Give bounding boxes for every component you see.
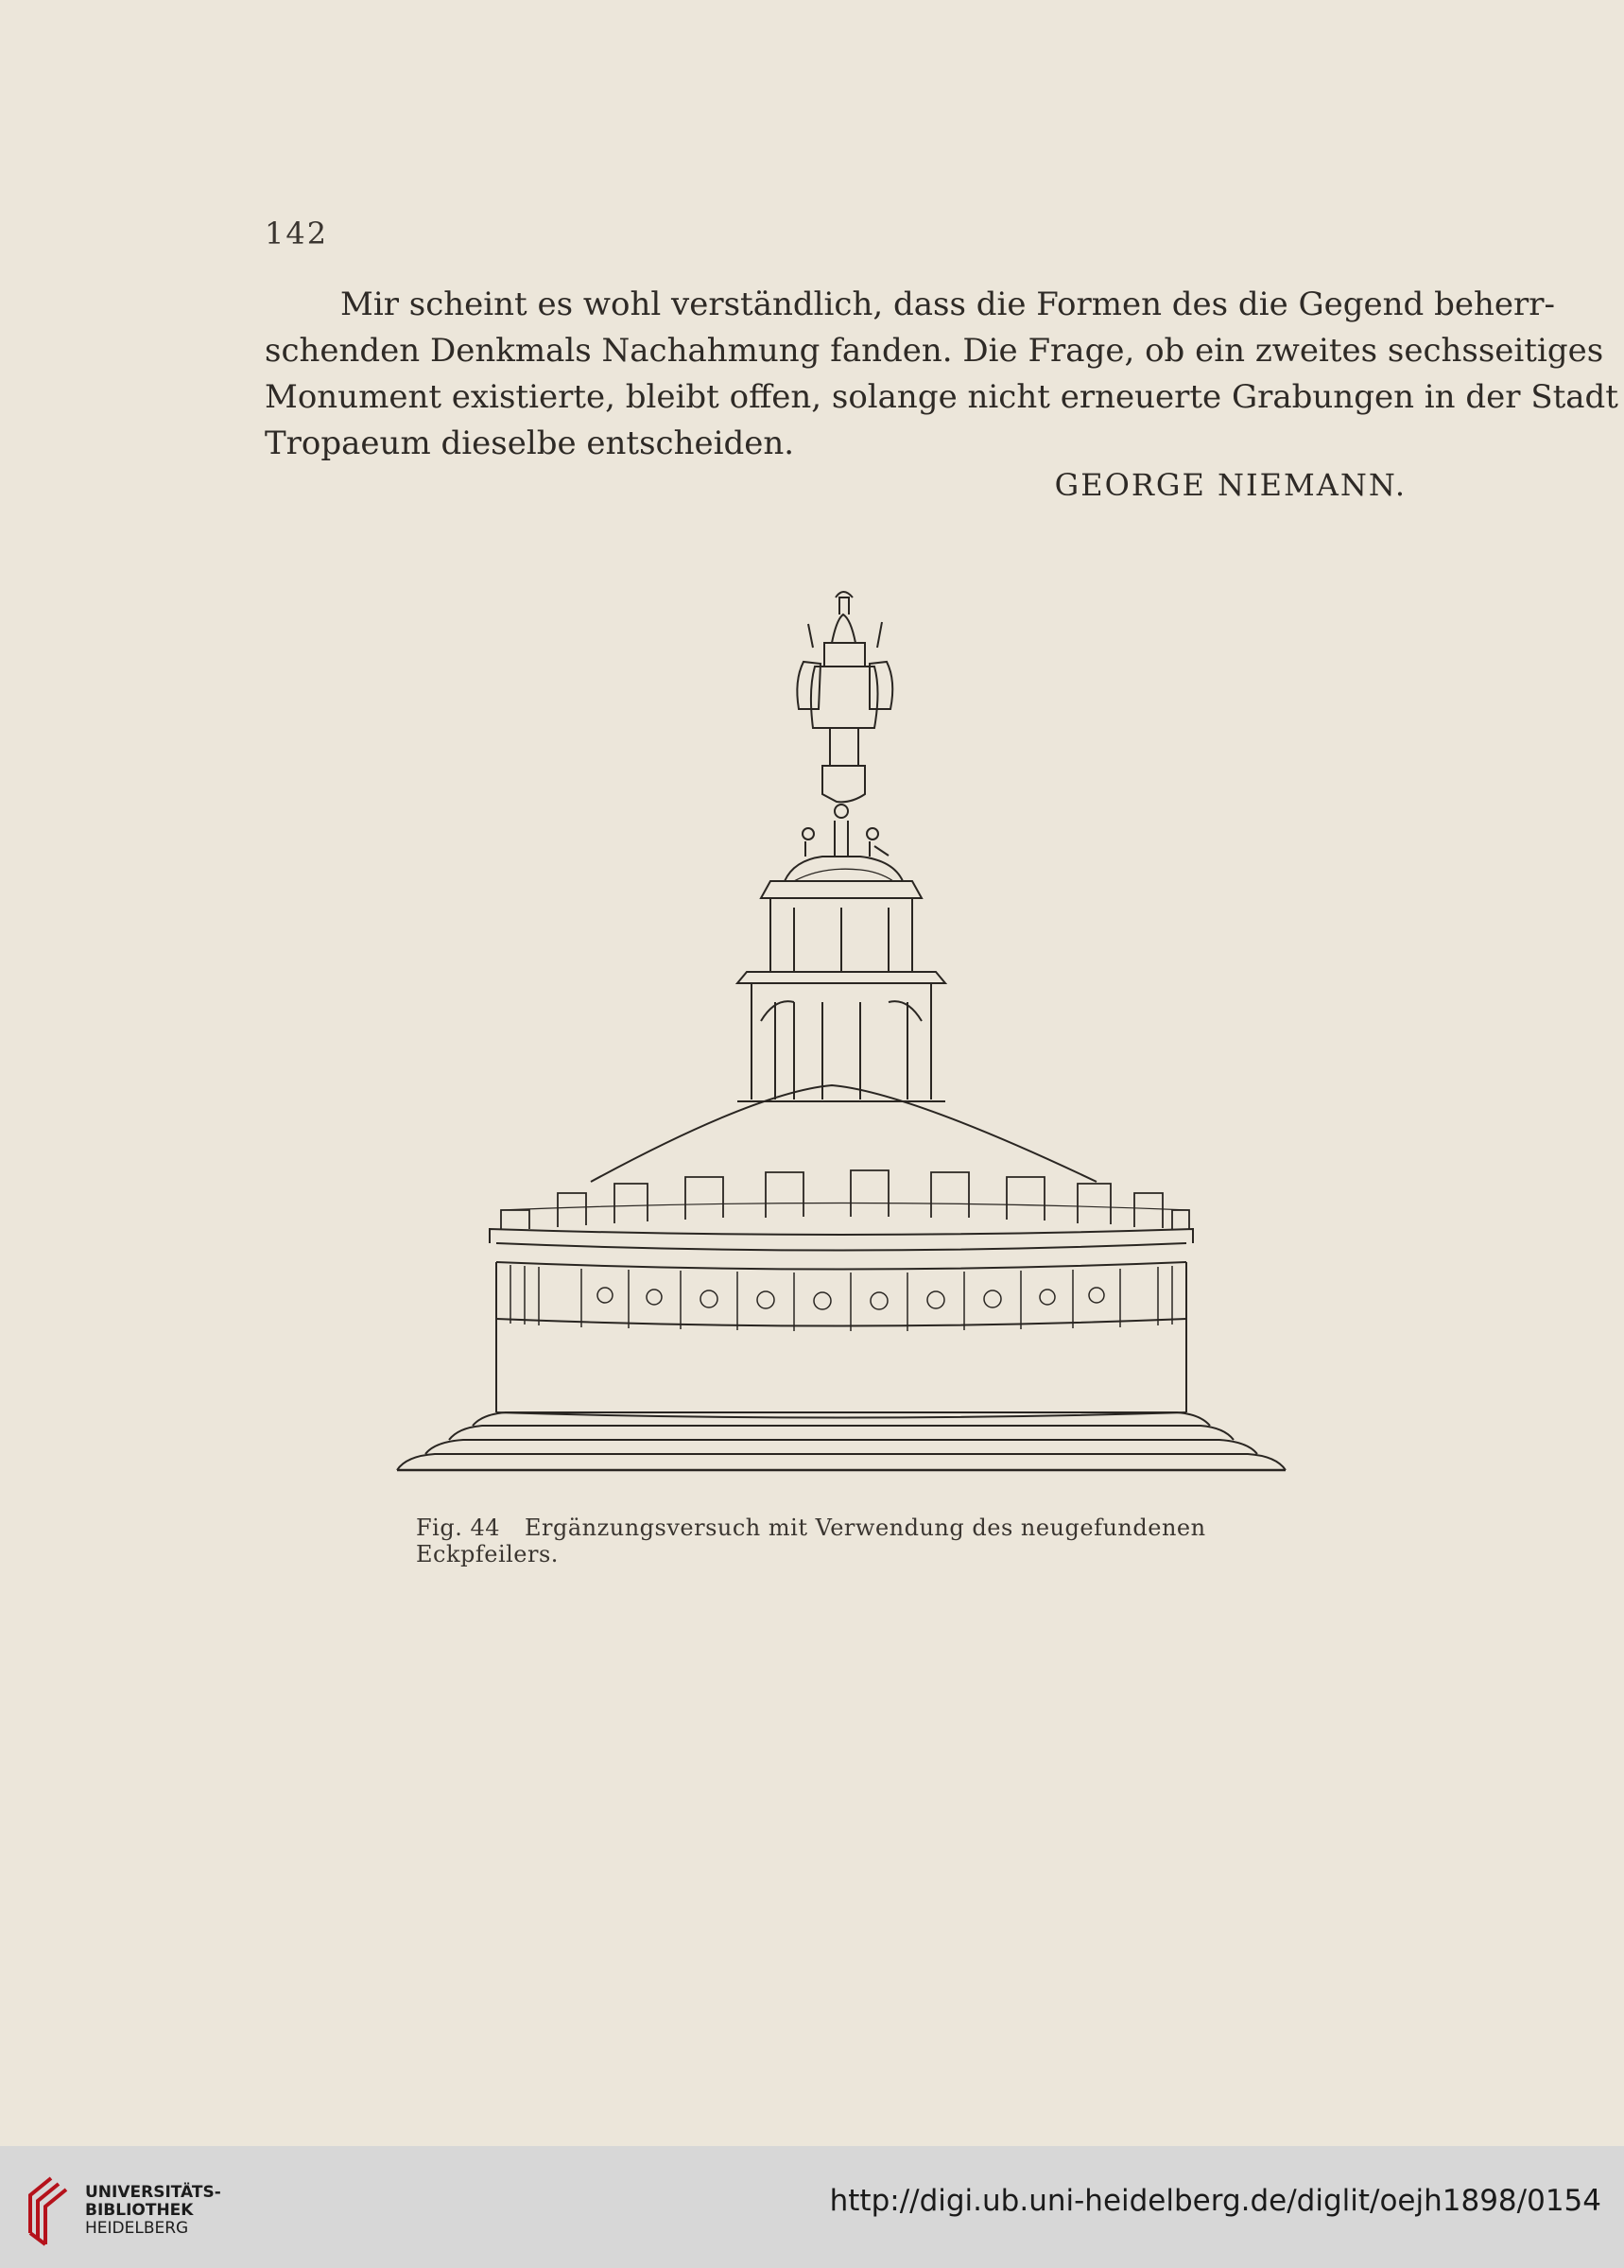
library-name [85,2184,221,2238]
body-paragraph [265,282,1618,467]
figure-caption [416,1515,1267,1567]
library-name-line: BIBLIOTHEK [85,2201,194,2220]
paragraph-line: Tropaeum dieselbe entscheiden. [265,424,795,462]
figure-label: Fig. 44 [416,1515,500,1541]
author-signature: GEORGE NIEMANN. [1054,467,1407,503]
page-number: 142 [265,216,329,251]
paragraph-line: Mir scheint es wohl verständlich, dass die Formen des die Gegend beherr- [340,286,1556,323]
library-name-line: UNIVERSITÄTS- [85,2183,221,2202]
source-url[interactable]: http://digi.ub.uni-heidelberg.de/diglit/oejh1898/0154 [829,2184,1601,2218]
library-footer [0,2146,1624,2268]
paragraph-line: schenden Denkmals Nachahmung fanden. Die Frage, ob ein zweites sechsseitiges [265,332,1604,370]
library-name-line: HEIDELBERG [85,2219,189,2238]
monument-illustration [378,577,1304,1503]
paragraph-line: Monument existierte, bleibt offen, solange nicht erneuerte Grabungen in der Stadt [265,378,1618,416]
figure-caption-text: Ergänzungsversuch mit Verwendung des neugefundenen Eckpfeilers. [416,1515,1206,1567]
